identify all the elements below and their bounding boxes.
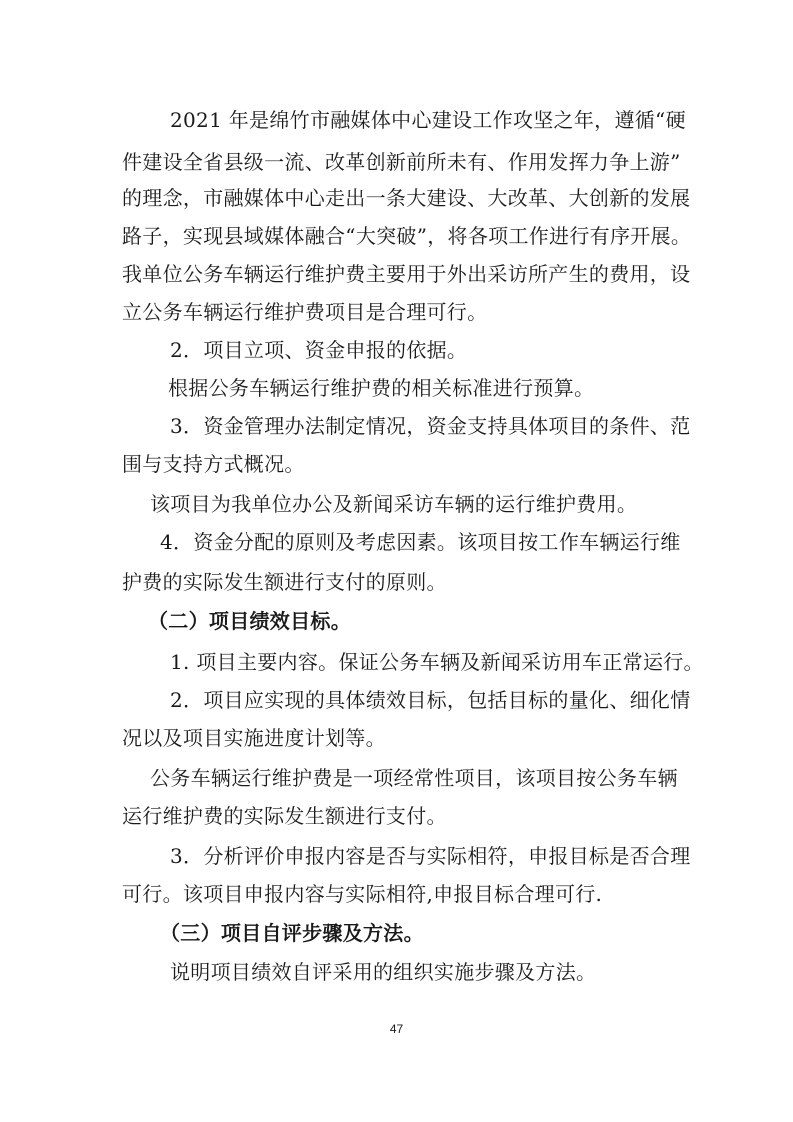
paragraph-line: 说明项目绩效自评采用的组织实施步骤及方法。 <box>170 960 597 984</box>
paragraph-line: 我单位公务车辆运行维护费主要用于外出采访所产生的费用，设 <box>122 262 691 286</box>
section-heading-3: （三）项目自评步骤及方法。 <box>160 921 424 945</box>
paragraph-line: 公务车辆运行维护费是一项经常性项目，该项目按公务车辆 <box>150 766 678 790</box>
paragraph-line: 立公务车辆运行维护费项目是合理可行。 <box>122 300 488 324</box>
paragraph-line: 根据公务车辆运行维护费的相关标准进行预算。 <box>168 376 595 400</box>
section-heading-2: （二）项目绩效目标。 <box>148 609 351 633</box>
paragraph-line: 围与支持方式概况。 <box>122 452 305 476</box>
paragraph-line: 3．分析评价申报内容是否与实际相符，申报目标是否合理 <box>170 844 691 868</box>
paragraph-line: 可行。该项目申报内容与实际相符,申报目标合理可行. <box>122 882 603 906</box>
paragraph-line: 2021 年是绵竹市融媒体中心建设工作攻坚之年，遵循“硬 <box>170 108 686 132</box>
paragraph-line: 件建设全省县级一流、改革创新前所未有、作用发挥力争上游” <box>122 150 681 174</box>
paragraph-line: 的理念，市融媒体中心走出一条大建设、大改革、大创新的发展 <box>122 186 691 210</box>
paragraph-line: 路子，实现县域媒体融合“大突破”，将各项工作进行有序开展。 <box>122 224 692 248</box>
paragraph-line: 3．资金管理办法制定情况，资金支持具体项目的条件、范 <box>170 414 691 438</box>
paragraph-line: 2．项目立项、资金申报的依据。 <box>170 338 468 362</box>
paragraph-line: 4．资金分配的原则及考虑因素。该项目按工作车辆运行维 <box>160 530 681 554</box>
paragraph-line: 该项目为我单位办公及新闻采访车辆的运行维护费用。 <box>150 492 638 516</box>
paragraph-line: 1. 项目主要内容。保证公务车辆及新闻采访用车正常运行。 <box>170 650 704 674</box>
paragraph-line: 况以及项目实施进度计划等。 <box>122 726 386 750</box>
paragraph-line: 护费的实际发生额进行支付的原则。 <box>122 570 447 594</box>
page-number: 47 <box>389 1022 404 1036</box>
paragraph-line: 2．项目应实现的具体绩效目标，包括目标的量化、细化情 <box>170 688 691 712</box>
paragraph-line: 运行维护费的实际发生额进行支付。 <box>122 804 447 828</box>
